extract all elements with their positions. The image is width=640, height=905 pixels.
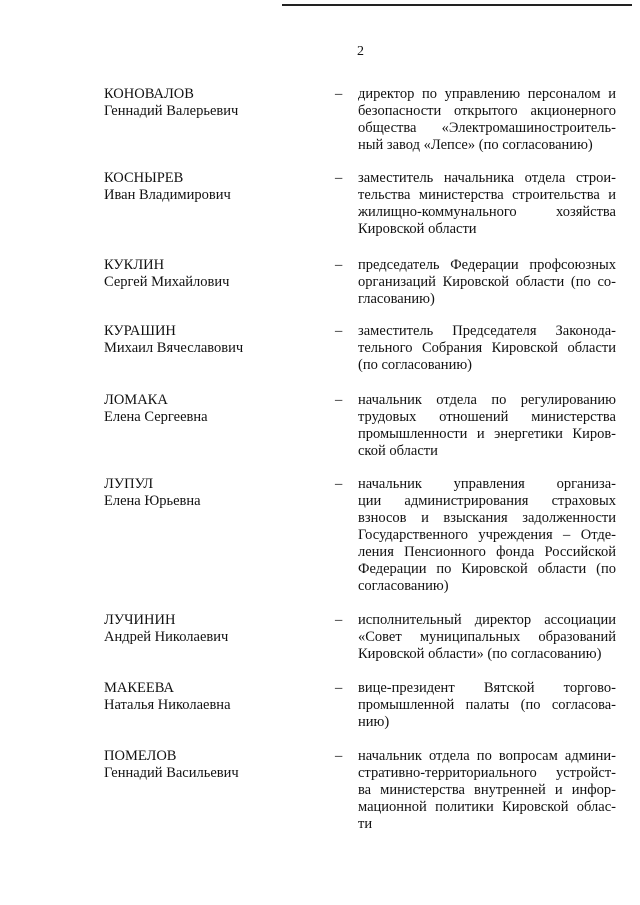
member-surname: ЛУПУЛ <box>104 476 154 492</box>
member-given-names: Андрей Николаевич <box>104 629 229 645</box>
separator-dash: – <box>335 86 343 102</box>
member-position <box>358 748 616 833</box>
position-line: Федерации по Кировской области (по <box>358 561 616 577</box>
position-line: начальник отдела по вопросам админи- <box>358 748 616 764</box>
member-given-names: Елена Юрьевна <box>104 493 201 509</box>
separator-dash: – <box>335 323 343 339</box>
member-name <box>104 748 324 782</box>
position-line: ции администрирования страховых <box>358 493 616 509</box>
position-line: (по согласованию) <box>358 357 472 373</box>
member-position <box>358 612 616 663</box>
member-position <box>358 476 616 595</box>
position-line: тельства министерства строительства и <box>358 187 616 203</box>
member-position <box>358 257 616 308</box>
member-given-names: Сергей Михайлович <box>104 274 230 290</box>
member-name <box>104 257 324 291</box>
position-line: директор по управлению персоналом и <box>358 86 616 102</box>
position-line: безопасности открытого акционерного <box>358 103 616 119</box>
member-name <box>104 392 324 426</box>
member-name <box>104 86 324 120</box>
position-line: ва министерства внутренней и инфор- <box>358 782 616 798</box>
member-surname: ЛОМАКА <box>104 392 168 408</box>
position-line: согласованию) <box>358 578 449 594</box>
position-line: промышленности и энергетики Киров- <box>358 426 616 442</box>
position-line: «Совет муниципальных образований <box>358 629 616 645</box>
position-line: ти <box>358 816 373 832</box>
position-line: Кировской области <box>358 221 477 237</box>
member-given-names: Геннадий Валерьевич <box>104 103 239 119</box>
position-line: Кировской области» (по согласованию) <box>358 646 602 662</box>
member-position <box>358 323 616 374</box>
position-line: начальник отдела по регулированию <box>358 392 616 408</box>
position-line: Государственного учреждения – Отде- <box>358 527 616 543</box>
position-line: трудовых отношений министерства <box>358 409 616 425</box>
member-name <box>104 612 324 646</box>
position-line: ный завод «Лепсе» (по согласованию) <box>358 137 593 153</box>
member-given-names: Геннадий Васильевич <box>104 765 239 781</box>
position-line: промышленной палаты (по согласова- <box>358 697 616 713</box>
top-rule <box>282 4 632 6</box>
position-line: нию) <box>358 714 390 730</box>
separator-dash: – <box>335 748 343 764</box>
separator-dash: – <box>335 612 343 628</box>
position-line: председатель Федерации профсоюзных <box>358 257 616 273</box>
member-surname: ЛУЧИНИН <box>104 612 176 628</box>
position-line: мационной политики Кировской облас- <box>358 799 616 815</box>
position-line: ской области <box>358 443 438 459</box>
separator-dash: – <box>335 680 343 696</box>
position-line: тельного Собрания Кировской области <box>358 340 616 356</box>
member-name <box>104 680 324 714</box>
position-line: начальник управления организа- <box>358 476 616 492</box>
position-line: заместитель начальника отдела строи- <box>358 170 616 186</box>
member-position <box>358 392 616 460</box>
separator-dash: – <box>335 257 343 273</box>
member-surname: КОНОВАЛОВ <box>104 86 194 102</box>
member-name <box>104 170 324 204</box>
position-line: заместитель Председателя Законода- <box>358 323 616 339</box>
member-given-names: Михаил Вячеславович <box>104 340 244 356</box>
position-line: ления Пенсионного фонда Российской <box>358 544 616 560</box>
position-line: организаций Кировской области (по со- <box>358 274 616 290</box>
position-line: общества «Электромашиностроитель- <box>358 120 616 136</box>
member-surname: МАКЕЕВА <box>104 680 174 696</box>
member-position <box>358 170 616 238</box>
position-line: жилищно-коммунального хозяйства <box>358 204 616 220</box>
position-line: стративно-территориального устройст- <box>358 765 616 781</box>
member-name <box>104 323 324 357</box>
member-name <box>104 476 324 510</box>
member-position <box>358 680 616 731</box>
member-surname: КУКЛИН <box>104 257 165 273</box>
position-line: гласованию) <box>358 291 435 307</box>
separator-dash: – <box>335 170 343 186</box>
member-given-names: Наталья Николаевна <box>104 697 231 713</box>
page-number: 2 <box>357 44 364 59</box>
separator-dash: – <box>335 392 343 408</box>
member-position <box>358 86 616 154</box>
position-line: исполнительный директор ассоциации <box>358 612 616 628</box>
member-surname: КУРАШИН <box>104 323 176 339</box>
member-surname: ПОМЕЛОВ <box>104 748 177 764</box>
member-surname: КОСНЫРЕВ <box>104 170 184 186</box>
member-given-names: Иван Владимирович <box>104 187 231 203</box>
separator-dash: – <box>335 476 343 492</box>
member-given-names: Елена Сергеевна <box>104 409 208 425</box>
position-line: взносов и взыскания задолженности <box>358 510 616 526</box>
position-line: вице-президент Вятской торгово- <box>358 680 616 696</box>
